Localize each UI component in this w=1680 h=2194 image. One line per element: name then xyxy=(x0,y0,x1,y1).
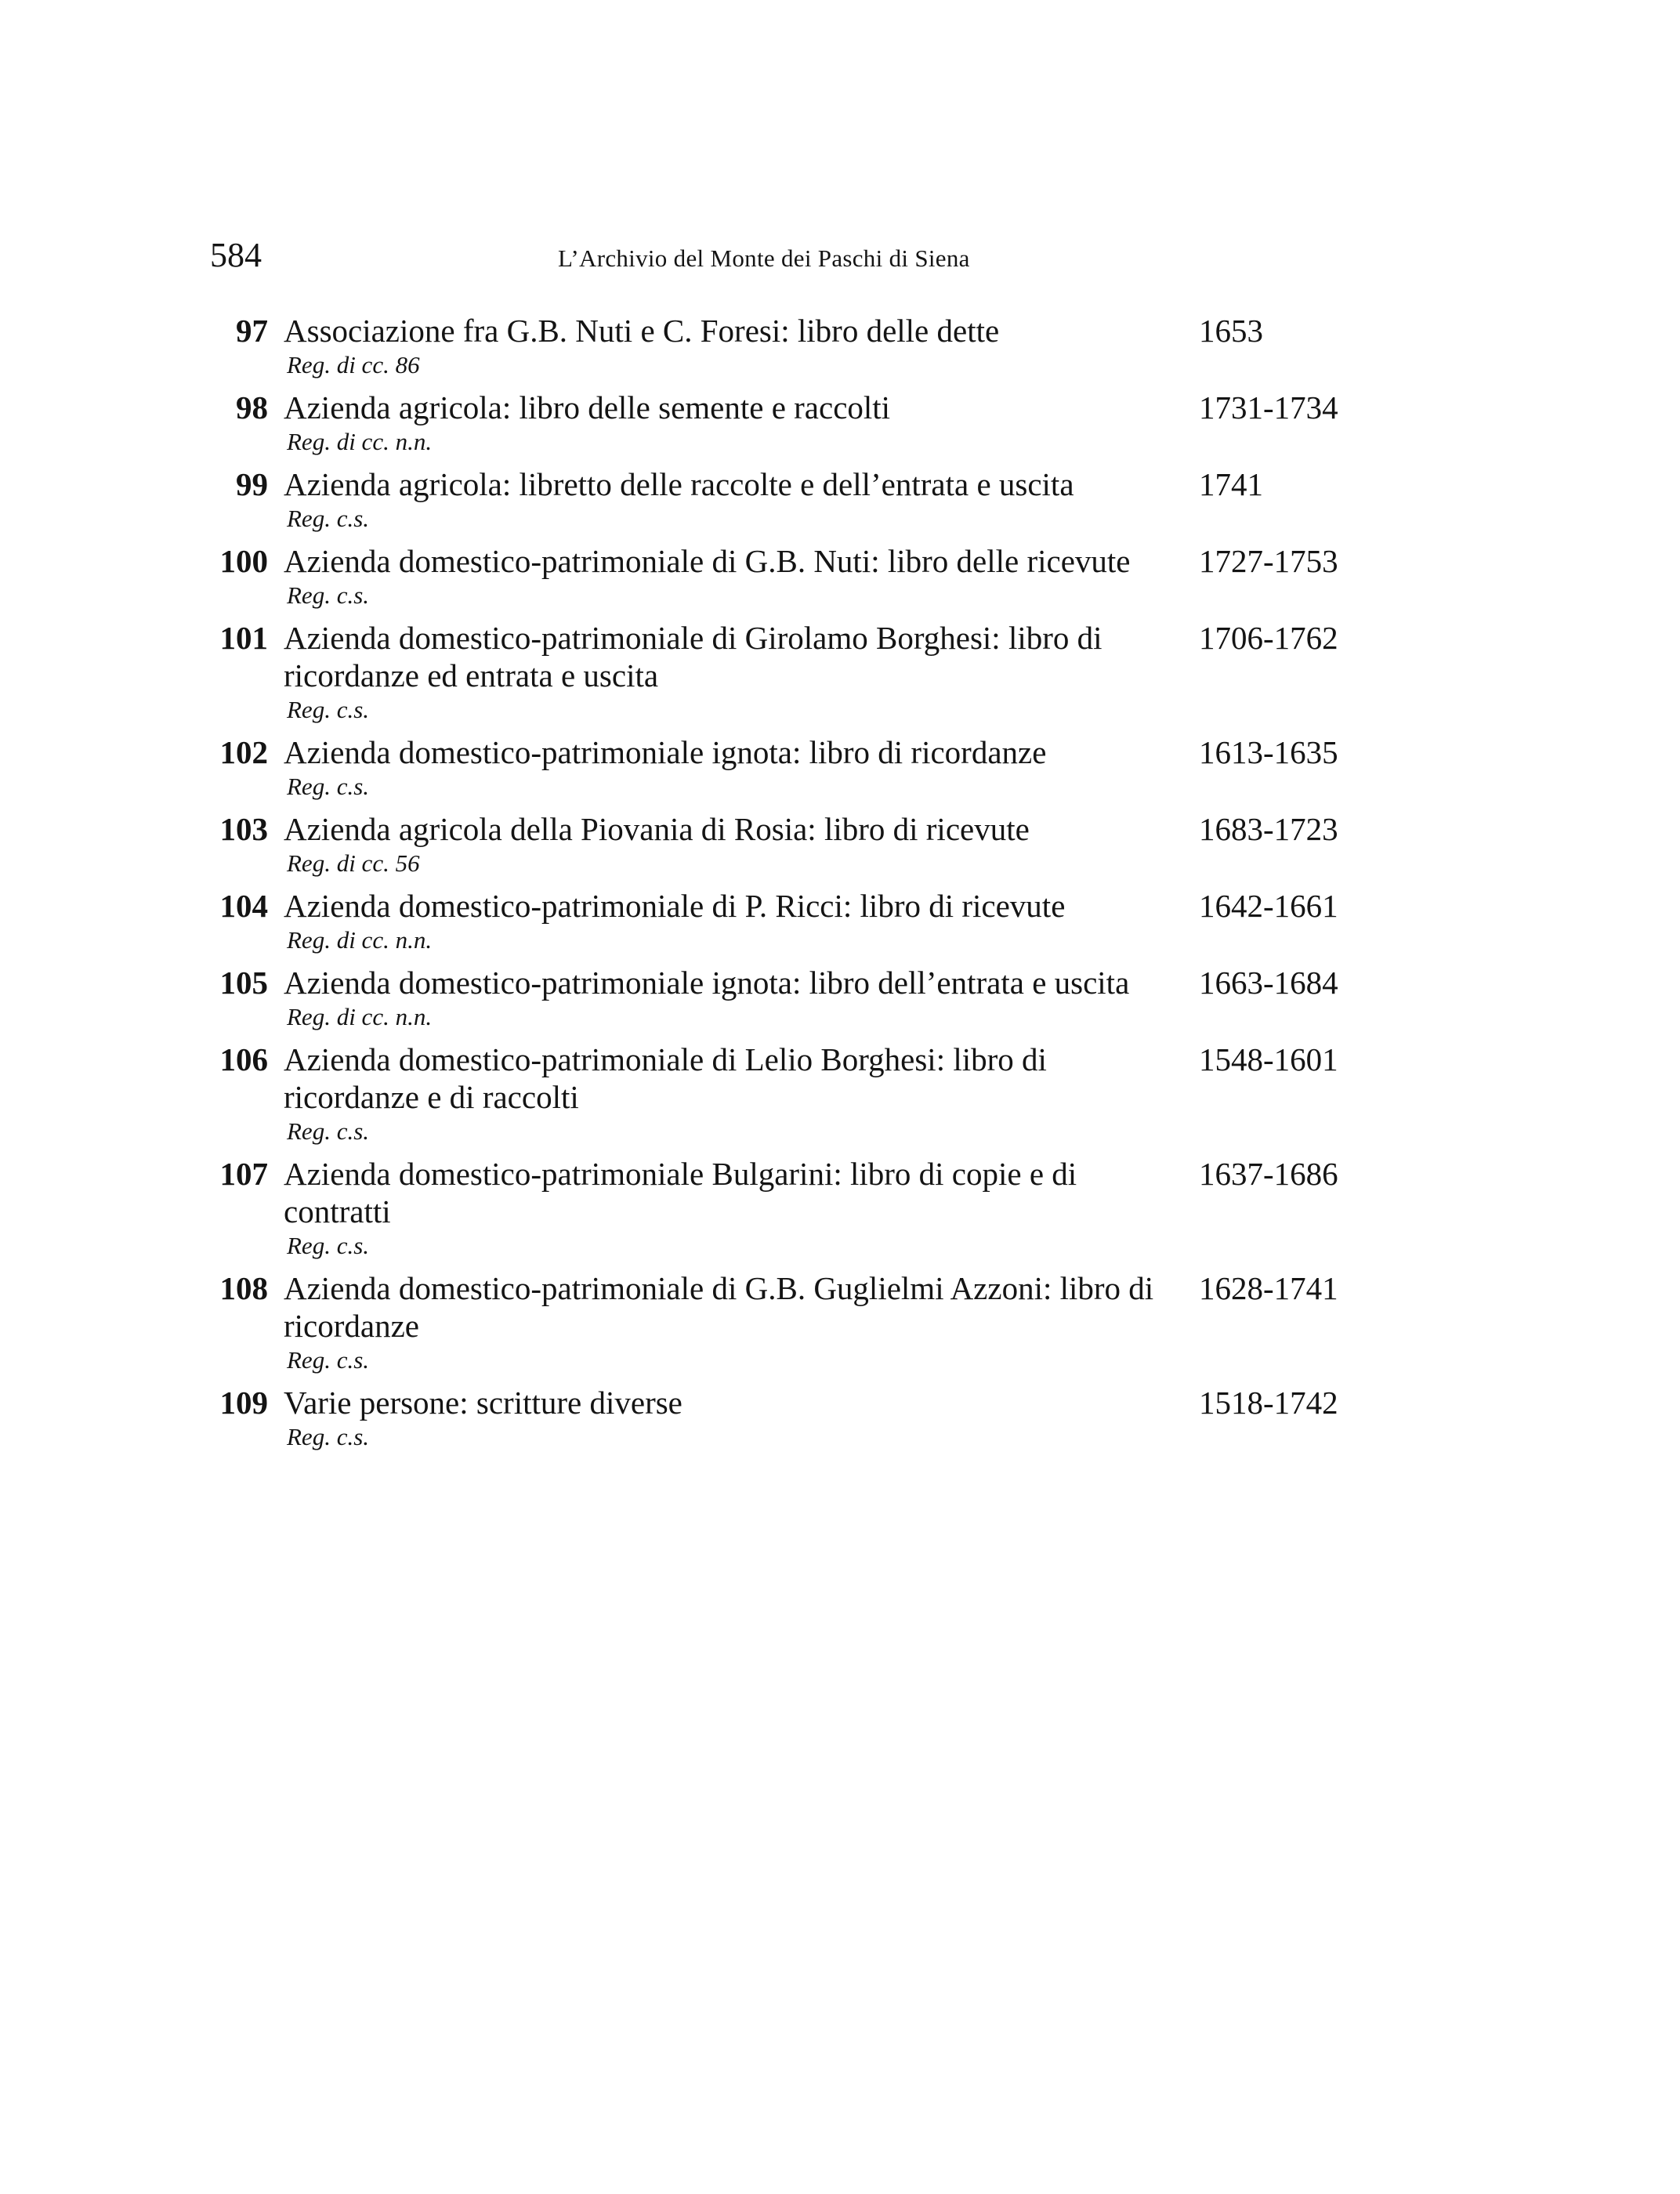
inventory-entry xyxy=(210,733,1354,802)
entry-number: 102 xyxy=(219,734,268,770)
entry-date: 1637-1686 xyxy=(1199,1156,1338,1192)
entry-number: 107 xyxy=(219,1156,268,1192)
entry-date: 1683-1723 xyxy=(1199,811,1338,847)
entry-note: Reg. c.s. xyxy=(287,1423,370,1450)
inventory-entry xyxy=(210,964,1354,1033)
inventory-entry xyxy=(210,465,1354,534)
entry-number: 98 xyxy=(236,389,268,425)
entry-note: Reg. di cc. n.n. xyxy=(287,926,433,954)
entry-date: 1518-1742 xyxy=(1199,1385,1338,1421)
entry-date: 1613-1635 xyxy=(1199,734,1338,770)
entry-note: Reg. c.s. xyxy=(287,773,370,800)
entry-date: 1628-1741 xyxy=(1199,1270,1338,1306)
inventory-entry xyxy=(210,887,1354,956)
entry-note: Reg. c.s. xyxy=(287,1346,370,1374)
entry-title: Azienda agricola: libretto delle raccolte e dell’entrata e uscita xyxy=(284,466,1074,502)
entry-title: Azienda agricola: libro delle semente e raccolti xyxy=(284,389,891,425)
entry-number: 109 xyxy=(219,1385,268,1421)
entry-note: Reg. di cc. 86 xyxy=(287,351,420,378)
inventory-entry xyxy=(210,1155,1354,1262)
inventory-entry xyxy=(210,542,1354,611)
entry-title: Azienda domestico-patrimoniale Bulgarini: libro di copie e di contratti xyxy=(284,1156,1077,1229)
entry-date: 1727-1753 xyxy=(1199,543,1338,579)
inventory-entry xyxy=(210,1041,1354,1147)
page-header xyxy=(210,232,1354,279)
entry-note: Reg. c.s. xyxy=(287,696,370,723)
inventory-entry xyxy=(210,810,1354,879)
entry-title: Azienda agricola della Piovania di Rosia: libro di ricevute xyxy=(284,811,1030,847)
entry-date: 1663-1684 xyxy=(1199,965,1338,1001)
entry-number: 108 xyxy=(219,1270,268,1306)
entry-date: 1731-1734 xyxy=(1199,389,1338,425)
entry-number: 99 xyxy=(236,466,268,502)
entry-number: 100 xyxy=(219,543,268,579)
entry-title: Azienda domestico-patrimoniale di P. Ricci: libro di ricevute xyxy=(284,888,1066,924)
entry-number: 101 xyxy=(219,620,268,656)
inventory-list xyxy=(210,312,1354,1461)
entry-number: 106 xyxy=(219,1041,268,1077)
entry-note: Reg. c.s. xyxy=(287,1232,370,1259)
inventory-entry xyxy=(210,619,1354,726)
entry-title: Azienda domestico-patrimoniale di G.B. Nuti: libro delle ricevute xyxy=(284,543,1131,579)
entry-note: Reg. c.s. xyxy=(287,581,370,609)
entry-title: Azienda domestico-patrimoniale ignota: libro dell’entrata e uscita xyxy=(284,965,1130,1001)
entry-note: Reg. di cc. n.n. xyxy=(287,1003,433,1030)
entry-title: Azienda domestico-patrimoniale di Lelio Borghesi: libro di ricordanze e di raccolti xyxy=(284,1041,1047,1115)
entry-date: 1642-1661 xyxy=(1199,888,1338,924)
entry-number: 103 xyxy=(219,811,268,847)
entry-title: Varie persone: scritture diverse xyxy=(284,1385,682,1421)
inventory-entry xyxy=(210,1384,1354,1453)
inventory-entry xyxy=(210,389,1354,458)
entry-note: Reg. di cc. 56 xyxy=(287,849,420,877)
entry-title: Azienda domestico-patrimoniale di Girolamo Borghesi: libro di ricordanze ed entrata e uscita xyxy=(284,620,1102,693)
entry-title: Azienda domestico-patrimoniale di G.B. Guglielmi Azzoni: libro di ricordanze xyxy=(284,1270,1154,1344)
entry-title: Azienda domestico-patrimoniale ignota: libro di ricordanze xyxy=(284,734,1047,770)
entry-number: 104 xyxy=(219,888,268,924)
inventory-entry xyxy=(210,1269,1354,1376)
entry-note: Reg. di cc. n.n. xyxy=(287,428,433,455)
entry-note: Reg. c.s. xyxy=(287,505,370,532)
entry-date: 1741 xyxy=(1199,466,1263,502)
entry-number: 105 xyxy=(219,965,268,1001)
entry-number: 97 xyxy=(236,313,268,349)
running-title: L’Archivio del Monte dei Paschi di Siena xyxy=(558,244,970,272)
inventory-entry xyxy=(210,312,1354,381)
entry-date: 1548-1601 xyxy=(1199,1041,1338,1077)
entry-title: Associazione fra G.B. Nuti e C. Foresi: libro delle dette xyxy=(284,313,1000,349)
page-number: 584 xyxy=(210,236,262,274)
entry-note: Reg. c.s. xyxy=(287,1117,370,1145)
entry-date: 1706-1762 xyxy=(1199,620,1338,656)
entry-date: 1653 xyxy=(1199,313,1263,349)
